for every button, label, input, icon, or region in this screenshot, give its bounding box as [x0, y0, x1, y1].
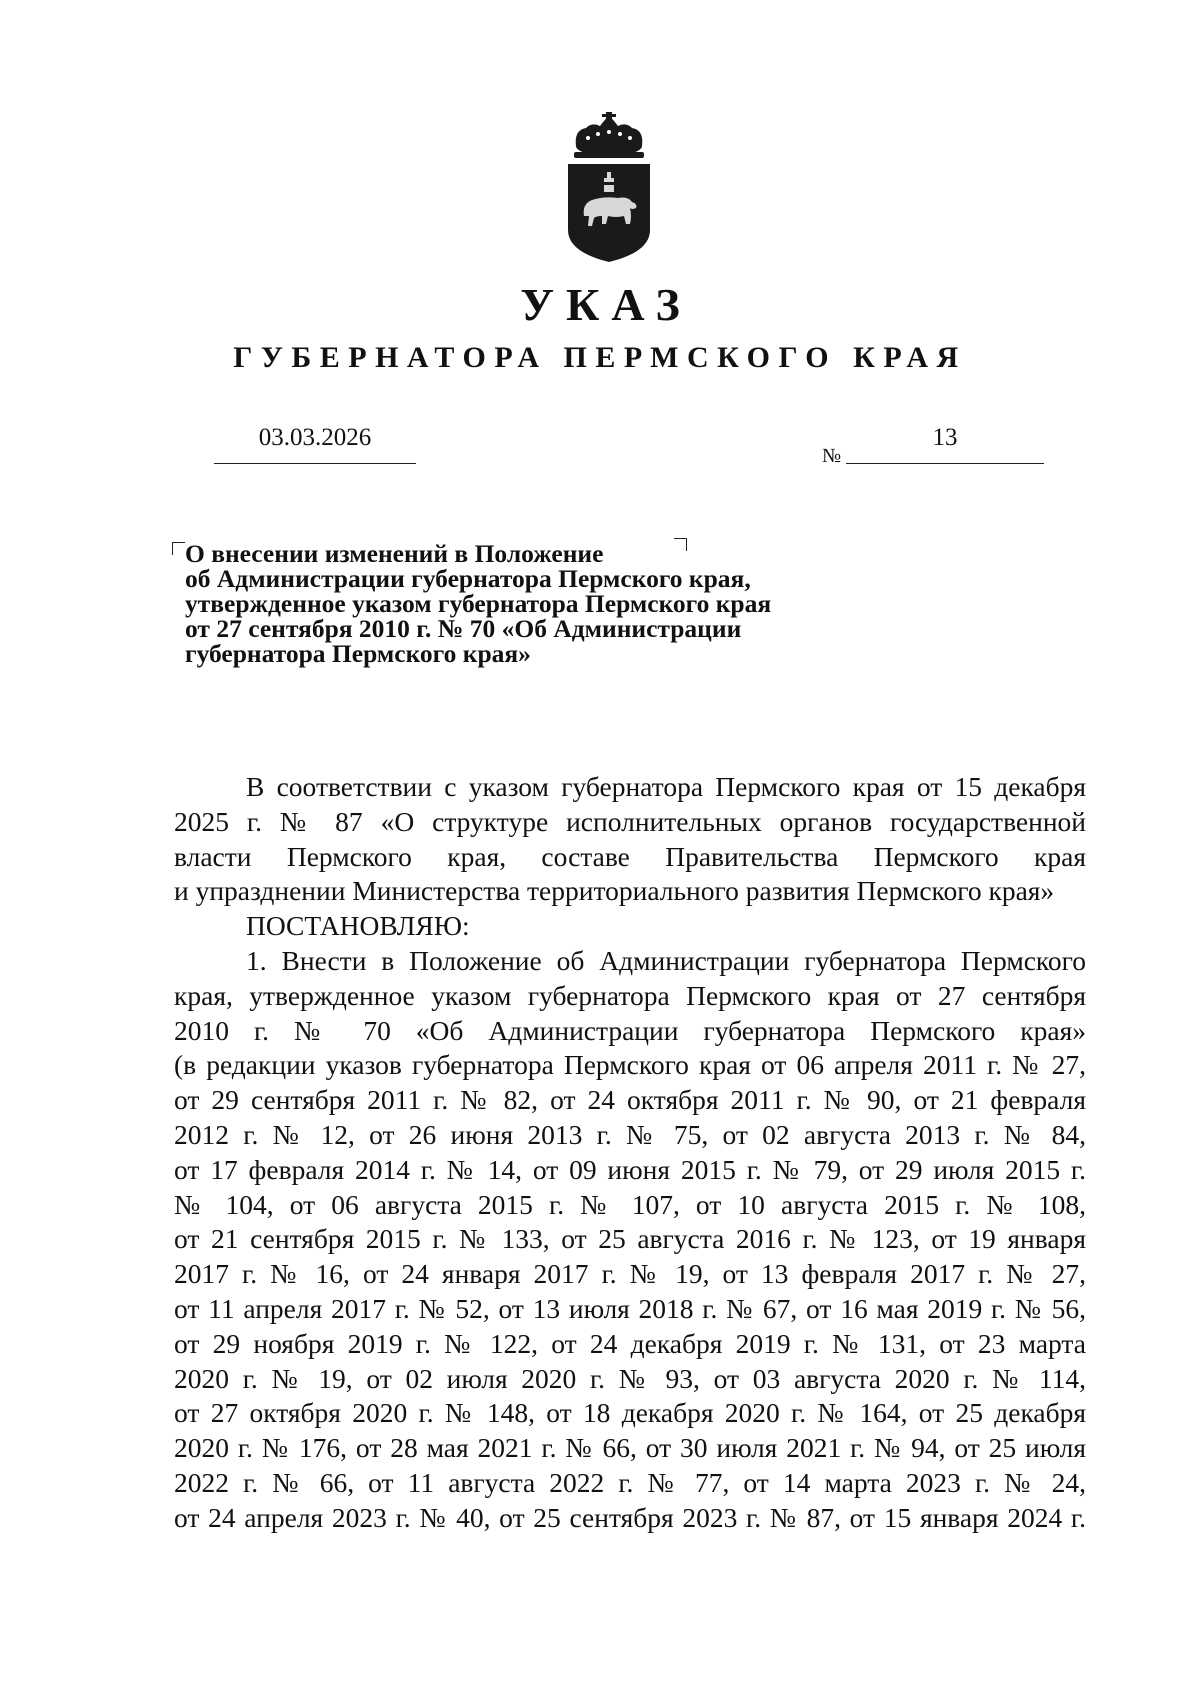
date-underline: [214, 463, 416, 464]
body-line: власти Пермского края, составе Правительства Пермского края: [174, 840, 1086, 872]
body-line: 2025 г. № 87 «О структуре исполнительных органов государственной: [174, 805, 1086, 837]
subject-line: от 27 сентября 2010 г. № 70 «Об Администрации: [185, 614, 742, 643]
body-line: от 29 ноября 2019 г. № 122, от 24 декабря 2019 г. № 131, от 23 марта: [174, 1327, 1086, 1359]
body-line: от 27 октября 2020 г. № 148, от 18 декабря 2020 г. № 164, от 25 декабря: [174, 1397, 1086, 1429]
body-line: 2020 г. № 176, от 28 мая 2021 г. № 66, от 30 июля 2021 г. № 94, от 25 июля: [174, 1432, 1086, 1464]
decree-keyword: ПОСТАНОВЛЯЮ:: [246, 910, 470, 942]
document-issuer: ГУБЕРНАТОРА ПЕРМСКОГО КРАЯ: [233, 341, 967, 374]
subject-line: губернатора Пермского края»: [185, 639, 531, 668]
body-line: и упразднении Министерства территориального развития Пермского края»: [174, 875, 1055, 907]
body-line: 2017 г. № 16, от 24 января 2017 г. № 19, от 13 февраля 2017 г. № 27,: [174, 1258, 1086, 1290]
body-line: 2022 г. № 66, от 11 августа 2022 г. № 77, от 14 марта 2023 г. № 24,: [174, 1466, 1086, 1498]
body-line: от 21 сентября 2015 г. № 133, от 25 августа 2016 г. № 123, от 19 января: [174, 1223, 1086, 1255]
number-sign: №: [822, 445, 842, 467]
body-line: 2010 г. № 70 «Об Администрации губернатора Пермского края»: [174, 1014, 1086, 1046]
document-subject: [185, 541, 865, 666]
body-line: (в редакции указов губернатора Пермского края от 06 апреля 2011 г. № 27,: [174, 1049, 1086, 1081]
body-line: № 104, от 06 августа 2015 г. № 107, от 10 августа 2015 г. № 108,: [174, 1188, 1086, 1220]
coat-of-arms-icon: [562, 112, 656, 264]
document-title: УКАЗ: [520, 279, 692, 330]
body-line: 2020 г. № 19, от 02 июля 2020 г. № 93, от 03 августа 2020 г. № 114,: [174, 1362, 1086, 1394]
body-line: от 17 февраля 2014 г. № 14, от 09 июня 2015 г. № 79, от 29 июля 2015 г.: [174, 1153, 1086, 1185]
body-line: 2012 г. № 12, от 26 июня 2013 г. № 75, от 02 августа 2013 г. № 84,: [174, 1118, 1086, 1150]
body-line: В соответствии с указом губернатора Пермского края от 15 декабря: [246, 771, 1086, 802]
subject-line: О внесении изменений в Положение: [185, 539, 604, 568]
body-line: края, утвержденное указом губернатора Пермского края от 27 сентября: [174, 979, 1086, 1011]
document-body: [174, 770, 1086, 1536]
body-line: от 11 апреля 2017 г. № 52, от 13 июля 2018 г. № 67, от 16 мая 2019 г. № 56,: [174, 1292, 1086, 1324]
body-line: от 29 сентября 2011 г. № 82, от 24 октября 2011 г. № 90, от 21 февраля: [174, 1084, 1086, 1116]
document-number: 13: [932, 424, 958, 451]
number-underline: [846, 463, 1044, 464]
body-line: 1. Внести в Положение об Администрации губернатора Пермского: [246, 944, 1086, 976]
subject-line: об Администрации губернатора Пермского края,: [185, 564, 751, 593]
document-date: 03.03.2026: [258, 424, 372, 451]
body-line: от 24 апреля 2023 г. № 40, от 25 сентября 2023 г. № 87, от 15 января 2024 г.: [174, 1501, 1086, 1533]
subject-line: утвержденное указом губернатора Пермского края: [185, 589, 772, 618]
subject-corner-left: [172, 542, 185, 555]
